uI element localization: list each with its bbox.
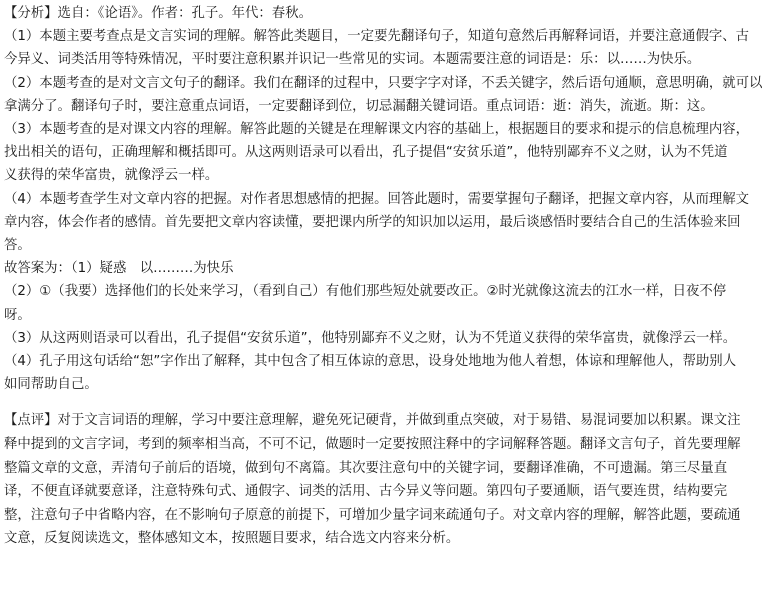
analysis-line: 义获得的荣华富贵，就像浮云一样。 xyxy=(4,168,219,184)
answer-line: （4）孔子用这句话给“恕”字作出了解释，其中包含了相互体谅的意思，设身处地地为他人着想，体谅和理解他人，帮助别人 xyxy=(4,354,737,370)
answer-section xyxy=(4,257,776,396)
analysis-line: 【分析】选自：《论语》。作者：孔子。年代：春秋。 xyxy=(4,6,312,21)
analysis-line: 今异义、词类活用等特殊情况，平时要注意积累并识记一些常见的实词。本题需要注意的词语是：乐：以……为快乐。 xyxy=(4,52,701,68)
answer-line: （3）从这两则语录可以看出，孔子提倡“安贫乐道”，他特别鄙弃不义之财，认为不凭道义获得的荣华富贵，就像浮云一样。 xyxy=(4,330,737,346)
section-spacer xyxy=(4,396,776,409)
analysis-line: （3）本题考查的是对课文内容的理解。解答此题的关键是在理解课文内容的基础上，根据题目的要求和提示的信息梳理内容， xyxy=(4,122,749,138)
analysis-line: 拿满分了。翻译句子时，要注意重点词语，一定要翻译到位，切忌漏翻关键词语。重点词语：逝：消失，流逝。斯：这。 xyxy=(4,98,714,114)
comment-line: 释中提到的文言字词，考到的频率相当高，不可不记，做题时一定要按照注释中的字词解释答题。翻译文言句子，首先要理解 xyxy=(4,437,741,453)
analysis-line: 找出相关的语句，正确理解和概括即可。从这两则语录可以看出，孔子提倡“安贫乐道”，他特别鄙弃不义之财，认为不凭道 xyxy=(4,145,728,161)
analysis-line: （4）本题考查学生对文章内容的把握。对作者思想感情的把握。回答此题时，需要掌握句子翻译，把握文章内容，从而理解文 xyxy=(4,191,749,207)
comment-line: 整篇文章的文意，弄清句子前后的语境，做到句不离篇。其次要注意句中的关键字词，要翻译准确，不可遗漏。第三尽量直 xyxy=(4,460,728,476)
answer-line: 如同帮助自己。 xyxy=(4,377,98,393)
comment-line: 【点评】对于文言词语的理解，学习中要注意理解，避免死记硬背，并做到重点突破，对于易错、易混词要加以积累。课文注 xyxy=(4,413,741,429)
analysis-line: 答。 xyxy=(4,238,31,254)
comment-line: 文意，反复阅读选文，整体感知文本，按照题目要求，结合选文内容来分析。 xyxy=(4,531,460,547)
comment-line: 整，注意句子中省略内容，在不影响句子原意的前提下，可增加少量字词来疏通句子。对文章内容的理解，解答此题，要疏通 xyxy=(4,507,741,523)
comment-section xyxy=(4,409,776,551)
analysis-section xyxy=(4,2,776,257)
answer-line: （2）①（我要）选择他们的长处来学习，（看到自己）有他们那些短处就要改正。②时光就像这流去的江水一样，日夜不停 xyxy=(4,284,727,300)
analysis-line: 章内容，体会作者的感情。首先要把文章内容读懂，要把课内所学的知识加以运用，最后谈感悟时要结合自己的生活体验来回 xyxy=(4,214,741,230)
answer-line: 呀。 xyxy=(4,307,31,323)
comment-line: 译，不便直译就要意译，注意特殊句式、通假字、词类的活用、古今异义等问题。第四句子要通顺，语气要连贯，结构要完 xyxy=(4,484,728,500)
analysis-line: （1）本题主要考查点是文言实词的理解。解答此类题目，一定要先翻译句子，知道句意然后再解释词语，并要注意通假字、古 xyxy=(4,29,749,45)
analysis-line: （2）本题考查的是对文言文句子的翻译。我们在翻译的过程中，只要字字对译，不丢关键字，然后语句通顺，意思明确，就可以 xyxy=(4,75,763,91)
answer-line: 故答案为：（1）疑惑 以………为快乐 xyxy=(4,261,234,277)
